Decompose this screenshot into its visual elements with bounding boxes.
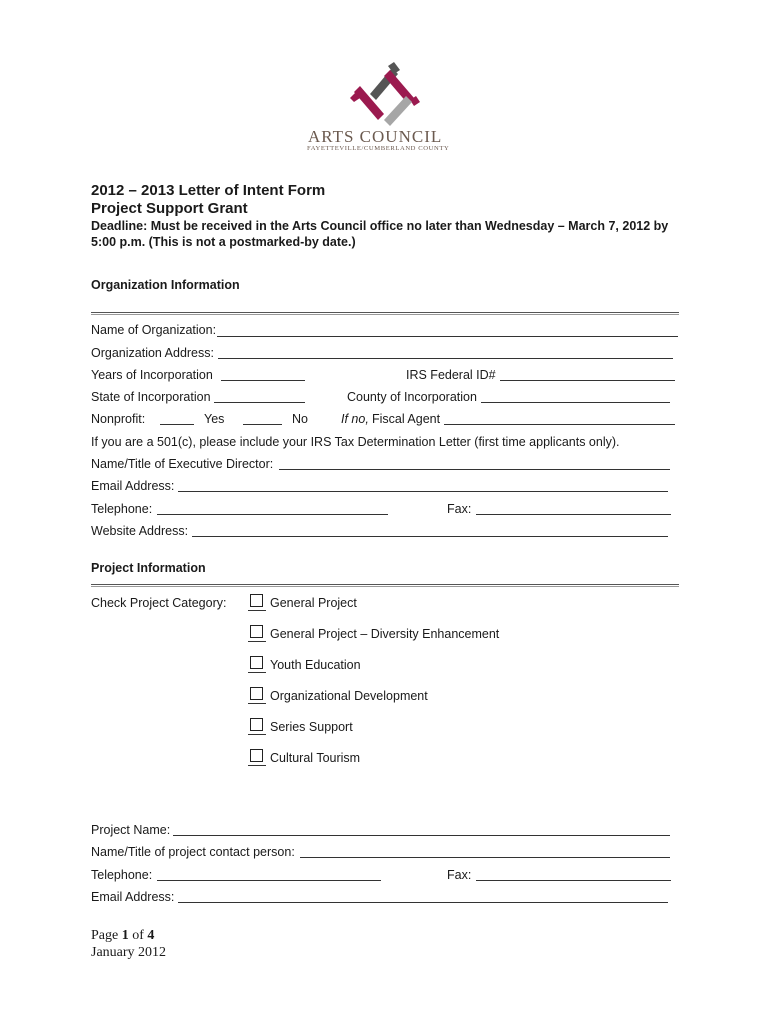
- checkbox-underline: [248, 610, 266, 611]
- category-label: Organizational Development: [270, 689, 428, 703]
- category-label: Youth Education: [270, 658, 361, 672]
- checkbox-underline: [248, 672, 266, 673]
- nonprofit-no-label: No: [292, 412, 308, 426]
- logo-org-name: ARTS COUNCIL: [308, 127, 443, 146]
- project-name-label: Project Name:: [91, 823, 171, 837]
- form-subtitle: Project Support Grant: [91, 200, 248, 217]
- nonprofit-no-field[interactable]: [243, 424, 282, 425]
- org-email-field[interactable]: [178, 491, 668, 492]
- category-checkbox-icon[interactable]: [250, 594, 263, 607]
- logo-org-subtitle: FAYETTEVILLE/CUMBERLAND COUNTY: [307, 145, 450, 152]
- arts-council-logo-mark: [348, 62, 420, 128]
- of-word: of: [132, 928, 144, 943]
- category-checkbox-icon[interactable]: [250, 625, 263, 638]
- category-label: General Project: [270, 596, 357, 610]
- checkbox-underline: [248, 641, 266, 642]
- project-contact-field[interactable]: [300, 857, 670, 858]
- org-name-label: Name of Organization:: [91, 323, 217, 337]
- page-number: [91, 928, 154, 944]
- project-section-divider: [91, 584, 679, 587]
- category-checkbox-icon[interactable]: [250, 656, 263, 669]
- org-name-field[interactable]: [217, 336, 678, 337]
- nonprofit-yes-label: Yes: [204, 412, 225, 426]
- checkbox-underline: [248, 765, 266, 766]
- form-title: 2012 – 2013 Letter of Intent Form: [91, 182, 326, 199]
- org-fax-field[interactable]: [476, 514, 671, 515]
- county-incorporation-label: County of Incorporation: [347, 390, 477, 404]
- state-incorporation-label: State of Incorporation: [91, 390, 211, 404]
- if-no-label: If no,: [341, 412, 369, 426]
- project-email-field[interactable]: [178, 902, 668, 903]
- county-incorporation-field[interactable]: [481, 402, 670, 403]
- page-current: 1: [121, 928, 129, 943]
- nonprofit-yes-field[interactable]: [160, 424, 194, 425]
- org-address-field[interactable]: [218, 358, 673, 359]
- org-address-label: Organization Address:: [91, 346, 214, 360]
- years-incorporation-field[interactable]: [221, 380, 305, 381]
- org-section-divider: [91, 312, 679, 315]
- check-category-label: Check Project Category:: [91, 596, 227, 610]
- state-incorporation-field[interactable]: [214, 402, 305, 403]
- deadline-line-1: Deadline: Must be received in the Arts Council office no later than Wednesday – March 7, 2012 by: [91, 219, 669, 233]
- years-incorporation-label: Years of Incorporation: [91, 368, 213, 382]
- exec-director-field[interactable]: [279, 469, 670, 470]
- project-contact-label: Name/Title of project contact person:: [91, 845, 295, 859]
- project-name-field[interactable]: [173, 835, 670, 836]
- org-telephone-field[interactable]: [157, 514, 388, 515]
- page-total: 4: [147, 928, 155, 943]
- project-telephone-label: Telephone:: [91, 868, 153, 882]
- note-501c: If you are a 501(c), please include your IRS Tax Determination Letter (first time applicants only).: [91, 435, 620, 449]
- category-label: General Project – Diversity Enhancement: [270, 627, 500, 641]
- category-checkbox-icon[interactable]: [250, 718, 263, 731]
- project-section-heading: Project Information: [91, 561, 206, 575]
- fiscal-agent-label: Fiscal Agent: [372, 412, 441, 426]
- org-fax-label: Fax:: [447, 502, 472, 516]
- project-fax-field[interactable]: [476, 880, 671, 881]
- nonprofit-label: Nonprofit:: [91, 412, 146, 426]
- checkbox-underline: [248, 703, 266, 704]
- project-telephone-field[interactable]: [157, 880, 381, 881]
- category-label: Series Support: [270, 720, 353, 734]
- category-checkbox-icon[interactable]: [250, 749, 263, 762]
- org-telephone-label: Telephone:: [91, 502, 153, 516]
- website-label: Website Address:: [91, 524, 189, 538]
- org-section-heading: Organization Information: [91, 278, 240, 292]
- page-word: Page: [91, 928, 119, 943]
- checkbox-underline: [248, 734, 266, 735]
- irs-federal-id-field[interactable]: [500, 380, 675, 381]
- project-fax-label: Fax:: [447, 868, 472, 882]
- website-field[interactable]: [192, 536, 668, 537]
- exec-director-label: Name/Title of Executive Director:: [91, 457, 274, 471]
- footer-date: January 2012: [91, 945, 167, 960]
- org-email-label: Email Address:: [91, 479, 175, 493]
- irs-federal-id-label: IRS Federal ID#: [406, 368, 496, 382]
- category-checkbox-icon[interactable]: [250, 687, 263, 700]
- fiscal-agent-field[interactable]: [444, 424, 675, 425]
- category-label: Cultural Tourism: [270, 751, 361, 765]
- deadline-line-2: 5:00 p.m. (This is not a postmarked-by date.): [91, 235, 356, 249]
- project-email-label: Email Address:: [91, 890, 175, 904]
